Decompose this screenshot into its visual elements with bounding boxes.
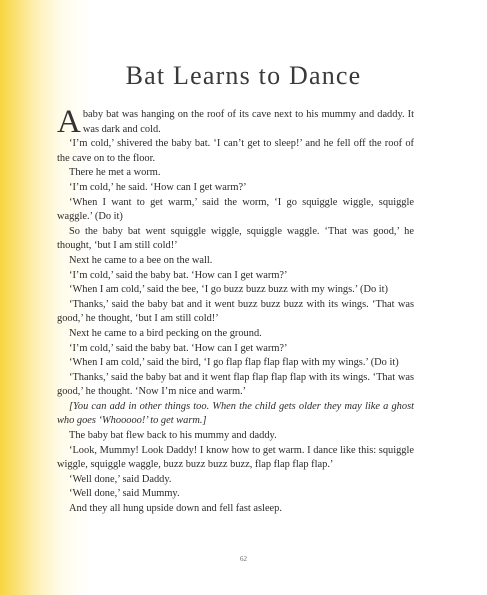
story-paragraph: ‘Well done,’ said Mummy.	[69, 488, 180, 500]
story-paragraph: ‘Well done,’ said Daddy.	[69, 473, 172, 485]
story-paragraph: ‘When I want to get warm,’ said the worm, ‘I go squiggle wiggle, squiggle waggle.’ (Do it)	[57, 196, 414, 223]
story-paragraph: Ababy bat was hanging on the roof of its cave next to his mummy and daddy. It was dark and cold.	[57, 104, 414, 140]
story-paragraph: ‘Look, Mummy! Look Daddy! I know how to get warm. I dance like this: squiggle wiggle, squiggle waggle, buzz buzz buzz buzz, flap flap flap flap.’	[57, 444, 414, 471]
story-paragraph: ‘Thanks,’ said the baby bat and it went flap flap flap flap with its wings. ‘That was good,’ he thought. ‘Now I’m nice and warm.’	[57, 371, 414, 398]
story-paragraph: ‘When I am cold,’ said the bird, ‘I go flap flap flap flap with my wings.’ (Do it)	[69, 357, 399, 369]
story-paragraph: There he met a worm.	[69, 167, 161, 179]
drop-cap: A	[57, 104, 81, 140]
story-paragraph: ‘When I am cold,’ said the bee, ‘I go buzz buzz buzz with my wings.’ (Do it)	[69, 284, 389, 296]
page-number: 62	[240, 555, 247, 563]
story-paragraph: Next he came to a bee on the wall.	[69, 254, 213, 266]
story-paragraph: ‘I’m cold,’ he said. ‘How can I get warm?’	[69, 181, 247, 193]
story-title: Bat Learns to Dance	[125, 61, 362, 91]
editor-note: [You can add in other things too. When the child gets older they may like a ghost who goes ‘Whooooo!’ to get warm.]	[57, 400, 414, 427]
story-paragraph: ‘Thanks,’ said the baby bat and it went buzz buzz buzz with its wings. ‘That was good,’ he thought, ‘but I am still cold!’	[57, 298, 414, 325]
story-paragraph: ‘I’m cold,’ said the baby bat. ‘How can I get warm?’	[69, 269, 288, 281]
story-paragraph: ‘I’m cold,’ said the baby bat. ‘How can I get warm?’	[69, 342, 288, 354]
story-paragraph: So the baby bat went squiggle wiggle, squiggle waggle. ‘That was good,’ he thought, ‘but I am still cold!’	[57, 225, 414, 252]
story-paragraph: The baby bat flew back to his mummy and daddy.	[69, 430, 277, 442]
story-paragraph: ‘I’m cold,’ shivered the baby bat. ‘I can’t get to sleep!’ and he fell off the roof of the cave on to the floor.	[57, 138, 414, 164]
story-paragraph: Next he came to a bird pecking on the ground.	[69, 327, 262, 339]
story-paragraph: And they all hung upside down and fell fast asleep.	[69, 503, 282, 515]
story-text	[57, 104, 414, 517]
